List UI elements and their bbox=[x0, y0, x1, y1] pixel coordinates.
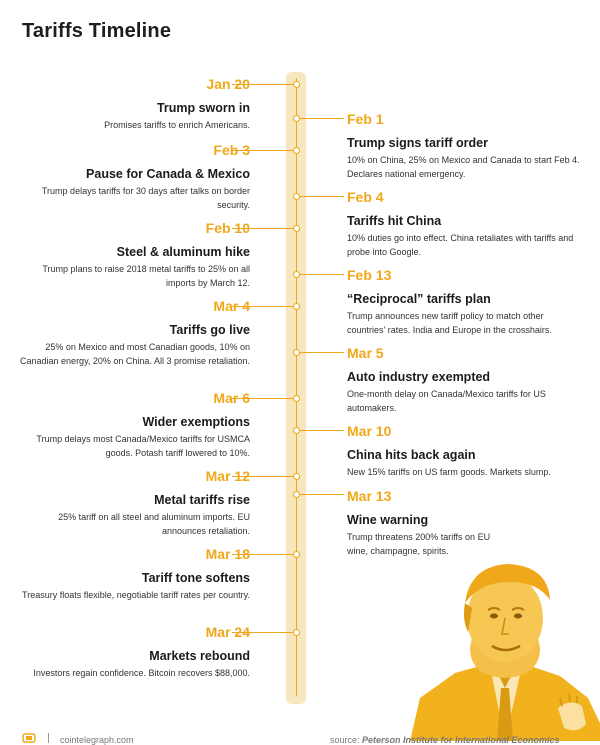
connector-line bbox=[296, 352, 344, 353]
timeline-axis bbox=[296, 78, 297, 696]
connector-line bbox=[296, 494, 344, 495]
timeline-event bbox=[347, 267, 582, 337]
timeline-event bbox=[20, 220, 250, 290]
event-headline: Tariffs hit China bbox=[347, 214, 442, 228]
event-headline: Trump signs tariff order bbox=[347, 136, 488, 150]
event-headline: Tariff tone softens bbox=[141, 571, 250, 585]
event-description: 10% duties go into effect. China retaliates with tariffs and probe into Google. bbox=[347, 233, 574, 257]
cointelegraph-logo-icon bbox=[22, 733, 36, 743]
event-date: Mar 4 bbox=[213, 298, 250, 314]
event-description: Trump plans to raise 2018 metal tariffs to 25% on all imports by March 12. bbox=[42, 264, 250, 288]
timeline-dot bbox=[293, 303, 300, 310]
timeline-dot bbox=[293, 395, 300, 402]
timeline-dot bbox=[293, 147, 300, 154]
timeline-dot bbox=[293, 271, 300, 278]
event-description: Treasury floats flexible, negotiable tariff rates per country. bbox=[22, 590, 250, 600]
event-description: Trump delays most Canada/Mexico tariffs for USMCA goods. Potash tariff lowered to 10%. bbox=[36, 434, 250, 458]
timeline-dot bbox=[293, 629, 300, 636]
event-headline: Tariffs go live bbox=[169, 323, 250, 337]
timeline-event bbox=[347, 189, 582, 259]
event-description: 25% on Mexico and most Canadian goods, 10% on Canadian energy, 20% on China. All 3 promise retaliation. bbox=[20, 342, 250, 366]
timeline-dot bbox=[293, 81, 300, 88]
timeline-event bbox=[20, 298, 250, 368]
footer-source bbox=[330, 735, 560, 745]
event-date: Mar 10 bbox=[347, 423, 392, 439]
event-headline: Metal tariffs rise bbox=[154, 493, 250, 507]
timeline-dot bbox=[293, 349, 300, 356]
source-label: source: bbox=[330, 735, 360, 745]
event-date: Feb 1 bbox=[347, 111, 384, 127]
event-headline: China hits back again bbox=[347, 448, 476, 462]
footer-divider bbox=[48, 733, 49, 743]
event-headline: Markets rebound bbox=[149, 649, 250, 663]
event-date: Mar 12 bbox=[205, 468, 250, 484]
connector-line bbox=[296, 196, 344, 197]
timeline-event bbox=[20, 546, 250, 602]
timeline-dot bbox=[293, 225, 300, 232]
footer bbox=[0, 731, 600, 745]
timeline-dot bbox=[293, 427, 300, 434]
timeline-event bbox=[347, 345, 582, 415]
connector-line bbox=[296, 430, 344, 431]
timeline-event bbox=[347, 423, 582, 479]
timeline-dot bbox=[293, 551, 300, 558]
event-date: Mar 18 bbox=[205, 546, 250, 562]
portrait-illustration bbox=[410, 548, 600, 741]
event-description: Trump threatens 200% tariffs on EU wine, champagne, spirits. bbox=[347, 532, 491, 556]
timeline-event bbox=[347, 111, 582, 181]
event-headline: Auto industry exempted bbox=[347, 370, 491, 384]
connector-line bbox=[296, 274, 344, 275]
event-description: One-month delay on Canada/Mexico tariffs for US automakers. bbox=[347, 389, 546, 413]
event-date: Feb 10 bbox=[205, 220, 250, 236]
event-description: Trump announces new tariff policy to match other countries' rates. India and Europe in the crosshairs. bbox=[347, 311, 552, 335]
event-description: New 15% tariffs on US farm goods. Markets slump. bbox=[347, 467, 551, 477]
event-headline: “Reciprocal” tariffs plan bbox=[347, 292, 491, 306]
event-date: Mar 5 bbox=[347, 345, 384, 361]
event-headline: Pause for Canada & Mexico bbox=[86, 167, 250, 181]
event-date: Feb 4 bbox=[347, 189, 384, 205]
timeline-event bbox=[20, 76, 250, 132]
event-headline: Wider exemptions bbox=[142, 415, 250, 429]
timeline-event bbox=[20, 142, 250, 212]
timeline-event bbox=[20, 390, 250, 460]
timeline-dot bbox=[293, 115, 300, 122]
timeline-event bbox=[20, 468, 250, 538]
page-title: Tariffs Timeline bbox=[22, 20, 172, 42]
event-date: Mar 13 bbox=[347, 488, 392, 504]
event-description: Promises tariffs to enrich Americans. bbox=[104, 120, 250, 130]
event-headline: Wine warning bbox=[347, 513, 429, 527]
event-headline: Trump sworn in bbox=[156, 101, 250, 115]
event-description: 25% tariff on all steel and aluminum imports. EU announces retaliation. bbox=[58, 512, 250, 536]
event-date: Feb 3 bbox=[213, 142, 250, 158]
timeline-event bbox=[20, 624, 250, 680]
event-date: Jan 20 bbox=[206, 76, 250, 92]
event-description: Trump delays tariffs for 30 days after talks on border security. bbox=[41, 186, 250, 210]
source-name: Peterson Institute for International Economics bbox=[362, 735, 560, 745]
event-description: Investors regain confidence. Bitcoin recovers $88,000. bbox=[33, 668, 250, 678]
footer-site-link[interactable]: cointelegraph.com bbox=[60, 735, 134, 745]
connector-line bbox=[296, 118, 344, 119]
event-description: 10% on China, 25% on Mexico and Canada to start Feb 4. Declares national emergency. bbox=[347, 155, 580, 179]
event-headline: Steel & aluminum hike bbox=[116, 245, 250, 259]
event-date: Mar 6 bbox=[213, 390, 250, 406]
event-date: Mar 24 bbox=[205, 624, 250, 640]
timeline-dot bbox=[293, 473, 300, 480]
timeline-dot bbox=[293, 491, 300, 498]
timeline-dot bbox=[293, 193, 300, 200]
event-date: Feb 13 bbox=[347, 267, 392, 283]
